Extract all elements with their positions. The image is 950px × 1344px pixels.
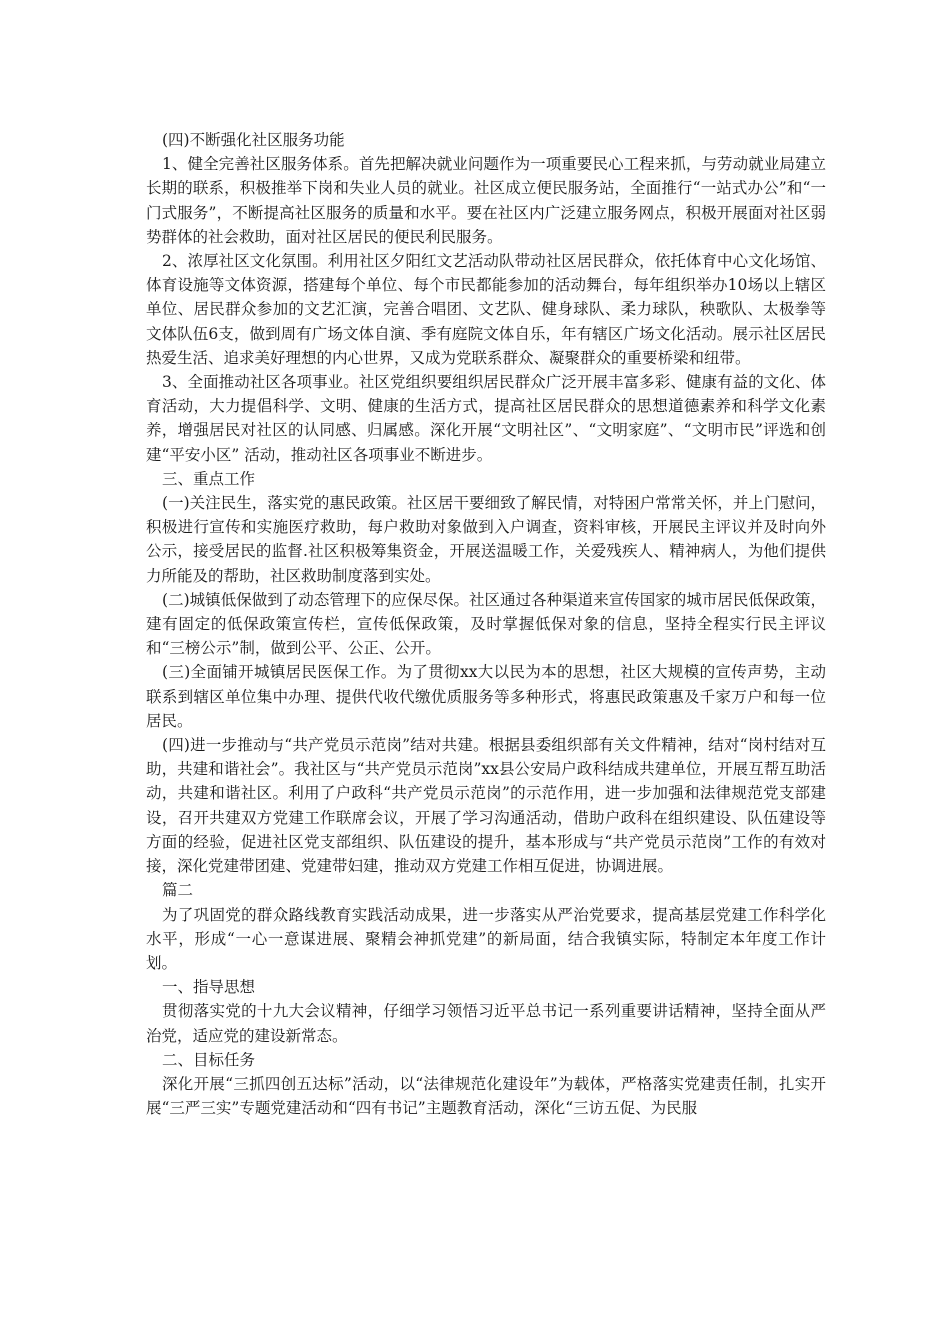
- section-heading: 三、重点工作: [162, 469, 256, 488]
- document-body: [146, 128, 826, 1120]
- section-heading: (四)不断强化社区服务功能: [162, 131, 345, 149]
- paragraph: (二)城镇低保做到了动态管理下的应保尽保。社区通过各种渠道来宣传国家的城市居民低保政策，建有固定的低保政策宣传栏，宣传低保政策，及时掌握低保对象的信息，坚持全程实行民主评议和“三榜公示”制，做到公平、公正、公开。: [146, 590, 826, 658]
- section-heading: 二、目标任务: [162, 1050, 256, 1069]
- paragraph: (四)进一步推动与“共产党员示范岗”结对共建。根据县委组织部有关文件精神，结对“岗村结对互助，共建和谐社会”。我社区与“共产党员示范岗”xx县公安局户政科结成共建单位，开展互帮互助活动，共建和谐社区。利用了户政科“共产党员示范岗”的示范作用，进一步加强和法律规范党支部建设，召开共建双方党建工作联席会议，开展了学习沟通活动，借助户政科在组织建设、队伍建设等方面的经验，促进社区党支部组织、队伍建设的提升，基本形成与“共产党员示范岗”工作的有效对接，深化党建带团建、党建带妇建，推动双方党建工作相互促进，协调进展。: [146, 736, 826, 876]
- paragraph: 3、全面推动社区各项事业。社区党组织要组织居民群众广泛开展丰富多彩、健康有益的文化、体育活动，大力提倡科学、文明、健康的生活方式，提高社区居民群众的思想道德素养和科学文化素养，增强居民对社区的认同感、归属感。深化开展“文明社区”、“文明家庭”、“文明市民”评选和创建“平安小区” 活动，推动社区各项事业不断进步。: [146, 373, 826, 464]
- paragraph: (三)全面铺开城镇居民医保工作。为了贯彻xx大以民为本的思想，社区大规模的宣传声势，主动联系到辖区单位集中办理、提供代收代缴优质服务等多种形式，将惠民政策惠及千家万户和每一位居民。: [146, 663, 826, 730]
- paragraph: 1、健全完善社区服务体系。首先把解决就业问题作为一项重要民心工程来抓，与劳动就业局建立长期的联系，积极推举下岗和失业人员的就业。社区成立便民服务站，全面推行“一站式办公”和“一门式服务”，不断提高社区服务的质量和水平。要在社区内广泛建立服务网点，积极开展面对社区弱势群体的社会救助，面对社区居民的便民利民服务。: [146, 155, 826, 246]
- paragraph: 为了巩固党的群众路线教育实践活动成果，进一步落实从严治党要求，提高基层党建工作科学化水平，形成“一心一意谋进展、聚精会神抓党建”的新局面，结合我镇实际，特制定本年度工作计划。: [146, 905, 826, 972]
- paragraph: 2、浓厚社区文化氛围。利用社区夕阳红文艺活动队带动社区居民群众，依托体育中心文化场馆、体育设施等文体资源，搭建每个单位、每个市民都能参加的活动舞台，每年组织举办10场以上辖区单位、居民群众参加的文艺汇演，完善合唱团、文艺队、健身球队、柔力球队，秧歌队、太极拳等文体队伍6支，做到周有广场文体自演、季有庭院文体自乐，年有辖区广场文化活动。展示社区居民热爱生活、追求美好理想的内心世界，又成为党联系群众、凝聚群众的重要桥梁和纽带。: [146, 252, 826, 367]
- section-heading: 一、指导思想: [162, 978, 256, 997]
- paragraph: 贯彻落实党的十九大会议精神，仔细学习领悟习近平总书记一系列重要讲话精神，坚持全面从严治党，适应党的建设新常态。: [146, 1002, 826, 1045]
- paragraph: 深化开展“三抓四创五达标”活动，以“法律规范化建设年”为载体，严格落实党建责任制，扎实开展“三严三实”专题党建活动和“四有书记”主题教育活动，深化“三访五促、为民服: [146, 1074, 826, 1118]
- paragraph: (一)关注民生，落实党的惠民政策。社区居干要细致了解民情，对特困户常常关怀，并上门慰问，积极进行宣传和实施医疗救助，每户救助对象做到入户调查，资料审核，开展民主评议并及时向外公示，接受居民的监督.社区积极筹集资金，开展送温暖工作，关爱残疾人、精神病人，为他们提供力所能及的帮助，社区救助制度落到实处。: [146, 494, 826, 585]
- section-heading: 篇二: [162, 881, 194, 900]
